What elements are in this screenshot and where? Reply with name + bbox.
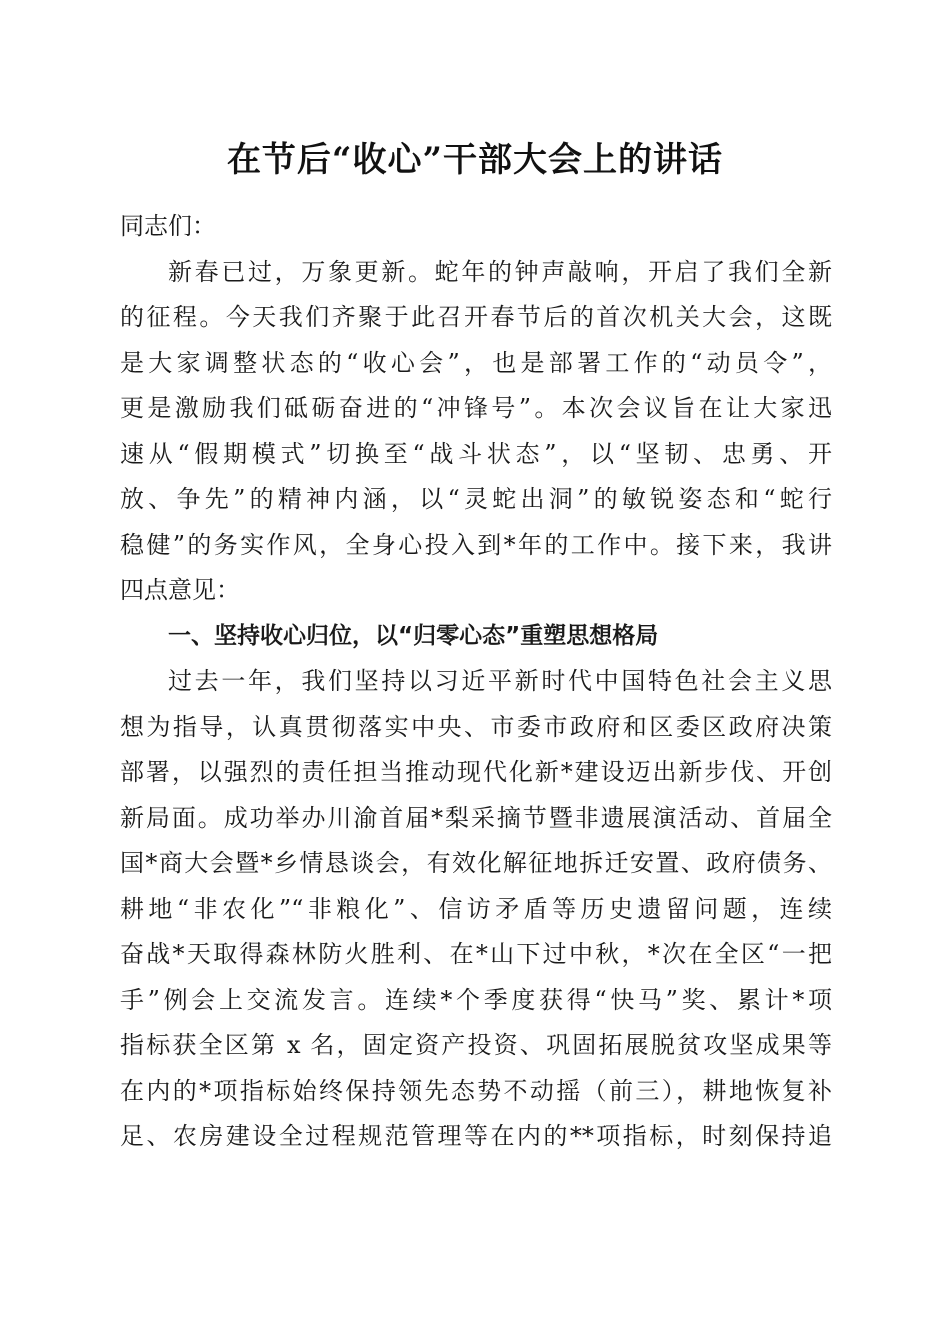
paragraph-1-line: 四点意见： xyxy=(120,576,240,604)
paragraph-1-line: 的征程。今天我们齐聚于此召开春节后的首次机关大会，这既 xyxy=(120,303,832,331)
salutation: 同志们： xyxy=(120,212,216,240)
paragraph-2-line: 耕地“非农化”“非粮化”、信访矛盾等历史遗留问题，连续 xyxy=(120,894,832,923)
paragraph-2-line: 部署，以强烈的责任担当推动现代化新*建设迈出新步伐、开创 xyxy=(120,758,832,786)
paragraph-1-line: 放、争先”的精神内涵，以“灵蛇出洞”的敏锐姿态和“蛇行 xyxy=(120,485,832,513)
paragraph-2-line: 在内的*项指标始终保持领先态势不动摇（前三），耕地恢复补 xyxy=(120,1076,832,1105)
paragraph-2-line: 想为指导，认真贯彻落实中央、市委市政府和区委区政府决策 xyxy=(120,712,832,741)
paragraph-2-line: 足、农房建设全过程规范管理等在内的**项指标，时刻保持追 xyxy=(120,1122,832,1150)
paragraph-2-line: 奋战*天取得森林防火胜利、在*山下过中秋，*次在全区“一把 xyxy=(120,940,832,968)
paragraph-2-line: 新局面。成功举办川渝首届*梨采摘节暨非遗展演活动、首届全 xyxy=(120,803,832,832)
document-body xyxy=(120,204,832,1160)
paragraph-1-line: 速从“假期模式”切换至“战斗状态”，以“坚韧、忠勇、开 xyxy=(120,439,832,468)
paragraph-1-line: 新春已过，万象更新。蛇年的钟声敲响，开启了我们全新 xyxy=(168,257,832,286)
paragraph-2-line: 手”例会上交流发言。连续*个季度获得“快马”奖、累计*项 xyxy=(120,985,832,1014)
paragraph-1-line: 更是激励我们砥砺奋进的“冲锋号”。本次会议旨在让大家迅 xyxy=(120,394,832,422)
document-title: 在节后“收心”干部大会上的讲话 xyxy=(226,140,724,180)
section-heading-1: 一、坚持收心归位，以“归零心态”重塑思想格局 xyxy=(168,622,659,649)
paragraph-1-line: 稳健”的务实作风，全身心投入到*年的工作中。接下来，我讲 xyxy=(120,530,832,559)
paragraph-2-line: 过去一年，我们坚持以习近平新时代中国特色社会主义思 xyxy=(168,667,832,695)
paragraph-2-line: 指标获全区第 x 名，固定资产投资、巩固拓展脱贫攻坚成果等 xyxy=(120,1031,832,1059)
paragraph-2-line: 国*商大会暨*乡情恳谈会，有效化解征地拆迁安置、政府债务、 xyxy=(120,849,832,877)
paragraph-1-line: 是大家调整状态的“收心会”，也是部署工作的“动员令”， xyxy=(120,348,832,377)
